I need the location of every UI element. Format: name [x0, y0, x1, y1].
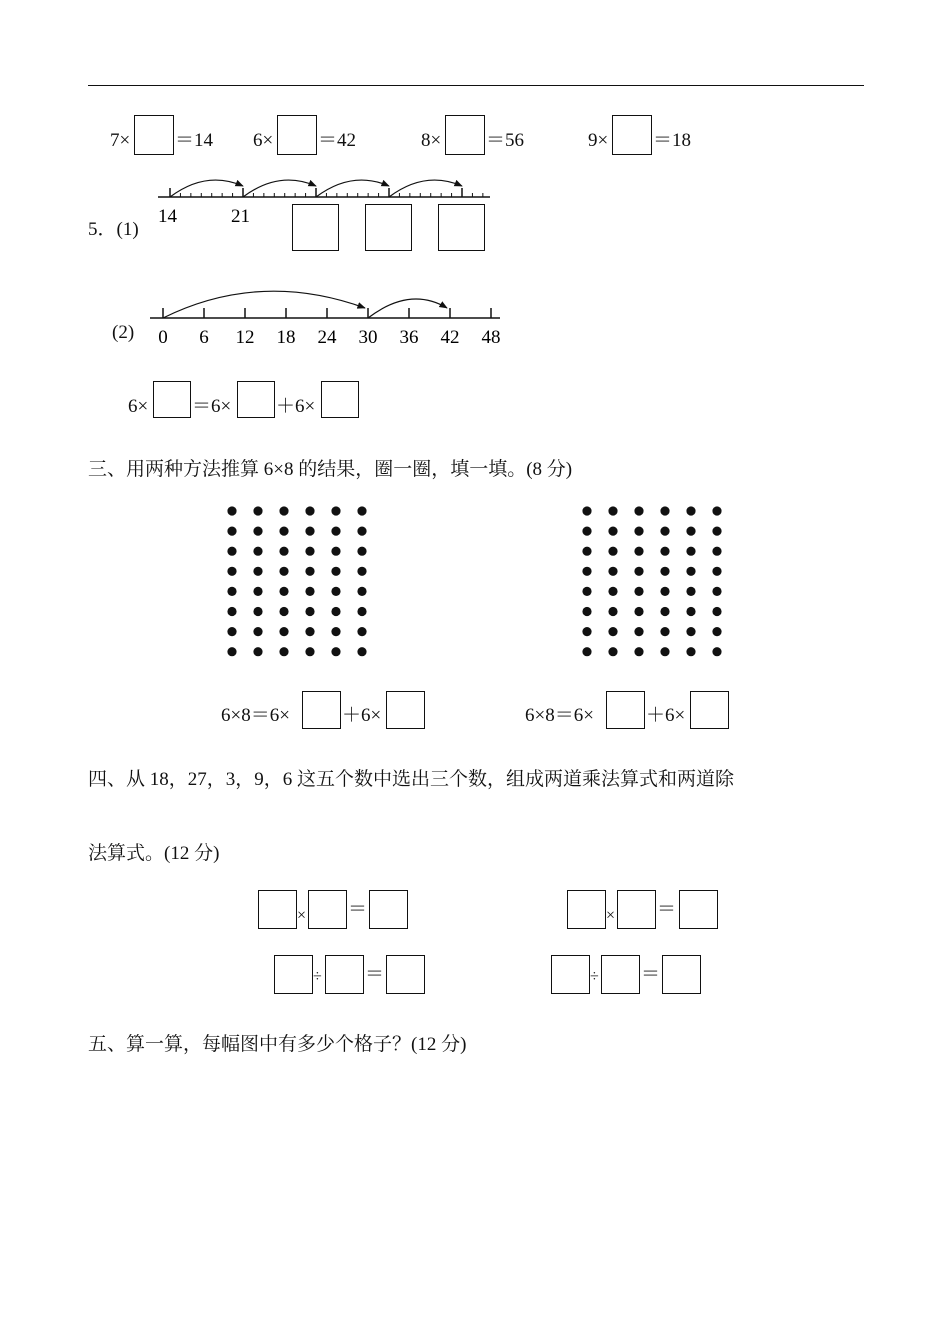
row1-eq-2-left: 6× [253, 130, 274, 151]
s3-eq-left-part-a: 6×8＝6× [221, 705, 290, 726]
row1-eq-3-right: ＝56 [486, 130, 525, 151]
dot [582, 527, 591, 536]
dot [686, 587, 695, 596]
s3-eq-right-part-b: ＋6× [646, 705, 686, 726]
dot [634, 567, 643, 576]
dot [660, 567, 669, 576]
dot [582, 547, 591, 556]
q5-eq-part-c: ＋6× [276, 396, 316, 417]
dot [582, 587, 591, 596]
dot [227, 587, 236, 596]
dot [686, 506, 695, 515]
dot [279, 627, 288, 636]
dot [686, 527, 695, 536]
s4-mul-right-blank-3[interactable] [679, 890, 718, 929]
s4-mul-right-sign: × [606, 907, 616, 924]
dot [305, 587, 314, 596]
dot [582, 567, 591, 576]
dot [305, 627, 314, 636]
row1-eq-3-left: 8× [421, 130, 442, 151]
dot [686, 627, 695, 636]
dot [331, 506, 340, 515]
label-36: 36 [399, 327, 419, 348]
s3-eq-right-blank-2[interactable] [690, 691, 729, 729]
dot [712, 527, 721, 536]
number-line-1-label-21: 21 [231, 206, 250, 227]
s4-mul-left-blank-1[interactable] [258, 890, 297, 929]
jump-arc-small [368, 299, 447, 318]
dot [357, 627, 366, 636]
number-line-2-ticks [163, 308, 491, 318]
dot [357, 647, 366, 656]
dot [305, 607, 314, 616]
section-4-heading-line-1: 四、从 18，27，3，9，6 这五个数中选出三个数，组成两道乘法算式和两道除 [88, 769, 735, 790]
dot [608, 627, 617, 636]
dot [686, 547, 695, 556]
s3-eq-left-blank-1[interactable] [302, 691, 341, 729]
q5-eq-part-a: 6× [128, 396, 149, 417]
row1-eq-4-left: 9× [588, 130, 609, 151]
dot [305, 647, 314, 656]
jump-arc-3 [316, 180, 389, 197]
dot-array-right [582, 506, 721, 656]
dot [279, 567, 288, 576]
q5-eq-part-b: ＝6× [192, 396, 232, 417]
s4-div-right-blank-2[interactable] [601, 955, 640, 994]
s4-div-left-blank-3[interactable] [386, 955, 425, 994]
dot [608, 647, 617, 656]
dot [582, 647, 591, 656]
dot [686, 607, 695, 616]
dot [253, 506, 262, 515]
dot [357, 547, 366, 556]
dot [305, 506, 314, 515]
label-6: 6 [199, 327, 209, 348]
dot [686, 647, 695, 656]
dot [660, 627, 669, 636]
dot [279, 527, 288, 536]
label-30: 30 [358, 327, 378, 348]
dot [634, 647, 643, 656]
s3-eq-right-blank-1[interactable] [606, 691, 645, 729]
s4-mul-left-blank-2[interactable] [308, 890, 347, 929]
label-18: 18 [276, 327, 296, 348]
dot [253, 627, 262, 636]
dot [634, 607, 643, 616]
s4-div-right-eq: ＝ [641, 964, 661, 985]
s4-div-left-blank-1[interactable] [274, 955, 313, 994]
dot [582, 627, 591, 636]
s4-mul-left-blank-3[interactable] [369, 890, 408, 929]
dot [357, 607, 366, 616]
row1-eq-4-right: ＝18 [653, 130, 692, 151]
dot [305, 527, 314, 536]
dot [712, 647, 721, 656]
dot [279, 647, 288, 656]
dot [608, 587, 617, 596]
dot [253, 647, 262, 656]
dot [357, 527, 366, 536]
s4-div-right-sign: ÷ [590, 968, 599, 985]
dot [227, 567, 236, 576]
dot [357, 506, 366, 515]
number-line-2 [0, 270, 950, 360]
jump-arc-1 [170, 180, 243, 197]
dot-array-left [227, 506, 366, 656]
s4-div-left-sign: ÷ [313, 968, 322, 985]
dot [608, 607, 617, 616]
dot [712, 587, 721, 596]
s3-eq-left-part-b: ＋6× [342, 705, 382, 726]
dot [357, 587, 366, 596]
dot [660, 506, 669, 515]
section-5-heading: 五、算一算，每幅图中有多少个格子？(12 分) [88, 1034, 467, 1055]
dot [660, 587, 669, 596]
dot [712, 506, 721, 515]
dot [227, 547, 236, 556]
dot [253, 547, 262, 556]
dot [279, 506, 288, 515]
s4-div-left-blank-2[interactable] [325, 955, 364, 994]
jump-arc-big [163, 291, 365, 318]
dot [712, 567, 721, 576]
dot [331, 547, 340, 556]
section-4-heading-line-2: 法算式。(12 分) [88, 843, 220, 864]
dot [279, 607, 288, 616]
dot [227, 647, 236, 656]
section-3-heading: 三、用两种方法推算 6×8 的结果，圈一圈，填一填。(8 分) [88, 459, 573, 480]
s4-div-right-blank-1[interactable] [551, 955, 590, 994]
dot [331, 527, 340, 536]
row1-eq-2-right: ＝42 [318, 130, 357, 151]
s3-eq-right-part-a: 6×8＝6× [525, 705, 594, 726]
label-12: 12 [235, 327, 255, 348]
dot [253, 607, 262, 616]
dot [305, 547, 314, 556]
dot [279, 587, 288, 596]
dot [608, 506, 617, 515]
number-line-1-blank-2[interactable] [365, 204, 412, 251]
dot [227, 527, 236, 536]
dot [660, 527, 669, 536]
q5-eq-blank-3[interactable] [321, 381, 359, 418]
dot [686, 567, 695, 576]
dot [331, 607, 340, 616]
dot-arrays [0, 495, 950, 665]
dot [331, 567, 340, 576]
q5-eq-blank-2[interactable] [237, 381, 275, 418]
dot [608, 567, 617, 576]
row1-eq-1-right: ＝14 [175, 130, 214, 151]
number-line-2-arcs [163, 291, 447, 318]
dot [712, 627, 721, 636]
dot [253, 527, 262, 536]
q5-eq-blank-1[interactable] [153, 381, 191, 418]
s4-mul-right-blank-1[interactable] [567, 890, 606, 929]
dot [331, 627, 340, 636]
dot [634, 587, 643, 596]
dot [227, 627, 236, 636]
dot [712, 547, 721, 556]
dot [712, 607, 721, 616]
dot [634, 506, 643, 515]
label-48: 48 [481, 327, 501, 348]
dot [331, 647, 340, 656]
dot [305, 567, 314, 576]
s4-div-right-blank-3[interactable] [662, 955, 701, 994]
dot [634, 547, 643, 556]
number-line-1-blank-3[interactable] [438, 204, 485, 251]
dot [331, 587, 340, 596]
dot [582, 506, 591, 515]
number-line-1-label-14: 14 [158, 206, 177, 227]
dot [227, 506, 236, 515]
dot [634, 627, 643, 636]
number-line-1-ticks [170, 188, 483, 197]
dot [253, 567, 262, 576]
dot [608, 547, 617, 556]
jump-arc-4 [389, 180, 462, 197]
number-line-2-labels [158, 327, 500, 348]
q5-label: 5．(1) [88, 219, 139, 240]
dot [660, 547, 669, 556]
row1-eq-1-left: 7× [110, 130, 131, 151]
dot [660, 647, 669, 656]
q5-part2-label: (2) [112, 322, 135, 343]
dot [357, 567, 366, 576]
s4-mul-left-eq: ＝ [348, 899, 368, 920]
s4-mul-right-eq: ＝ [657, 899, 677, 920]
dot [279, 547, 288, 556]
s4-mul-left-sign: × [297, 907, 307, 924]
dot [582, 607, 591, 616]
label-42: 42 [440, 327, 460, 348]
dot [634, 527, 643, 536]
s4-mul-right-blank-2[interactable] [617, 890, 656, 929]
s3-eq-left-blank-2[interactable] [386, 691, 425, 729]
dot [608, 527, 617, 536]
dot [227, 607, 236, 616]
label-0: 0 [158, 327, 168, 348]
dot [253, 587, 262, 596]
number-line-1-blank-1[interactable] [292, 204, 339, 251]
label-24: 24 [317, 327, 337, 348]
jump-arc-2 [243, 180, 316, 197]
dot [660, 607, 669, 616]
s4-div-left-eq: ＝ [365, 964, 385, 985]
